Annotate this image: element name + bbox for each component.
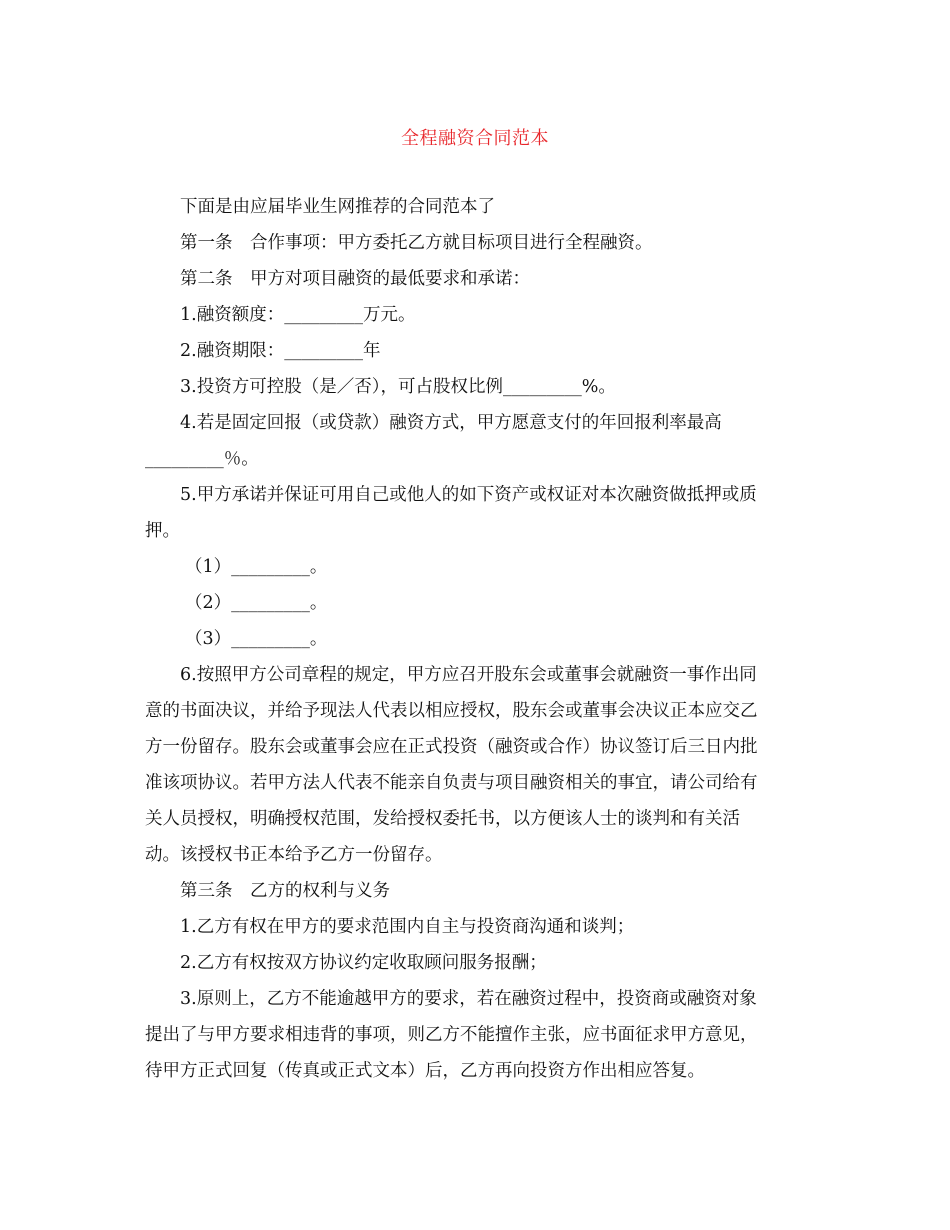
article-2-item-6-line: 意的书面决议，并给予现法人代表以相应授权，股东会或董事会决议正本应交乙: [145, 701, 758, 721]
article-2-item-6-line: 动。该授权书正本给予乙方一份留存。: [145, 845, 443, 865]
article-2-item-6-line: 关人员授权，明确授权范围，发给授权委托书，以方便该人士的谈判和有关活: [145, 809, 740, 829]
article-2-item-5-line-2: 押。: [145, 521, 180, 541]
article-3-item-3-line: 提出了与甲方要求相违背的事项，则乙方不能擅作主张，应书面征求甲方意见，: [145, 1025, 758, 1045]
article-3-item-2: 2.乙方有权按双方协议约定收取顾问服务报酬；: [180, 953, 547, 973]
article-2-item-2: 2.融资期限：_________年: [180, 341, 381, 361]
article-2-item-4-line-2: _________％。: [145, 449, 259, 469]
article-2-heading: 第二条 甲方对项目融资的最低要求和承诺：: [180, 269, 530, 289]
collateral-item-1: （1）_________。: [185, 557, 328, 577]
collateral-item-2: （2）_________。: [185, 593, 328, 613]
article-3-item-3-line: 3.原则上，乙方不能逾越甲方的要求，若在融资过程中，投资商或融资对象: [180, 989, 757, 1009]
article-1: 第一条 合作事项：甲方委托乙方就目标项目进行全程融资。: [180, 233, 653, 253]
intro-paragraph: 下面是由应届毕业生网推荐的合同范本了: [180, 197, 495, 217]
article-2-item-1: 1.融资额度：_________万元。: [180, 305, 416, 325]
article-3-item-3-line: 待甲方正式回复（传真或正式文本）后，乙方再向投资方作出相应答复。: [145, 1061, 705, 1081]
article-2-item-5-line-1: 5.甲方承诺并保证可用自己或他人的如下资产或权证对本次融资做抵押或质: [180, 485, 757, 505]
document-body: [145, 189, 805, 1089]
article-2-item-6-line: 方一份留存。股东会或董事会应在正式投资（融资或合作）协议签订后三日内批: [145, 737, 758, 757]
article-3-heading: 第三条 乙方的权利与义务: [180, 881, 390, 901]
article-2-item-3: 3.投资方可控股（是／否），可占股权比例_________%。: [180, 377, 616, 397]
article-3-item-1: 1.乙方有权在甲方的要求范围内自主与投资商沟通和谈判；: [180, 917, 635, 937]
article-2-item-4-line-1: 4.若是固定回报（或贷款）融资方式，甲方愿意支付的年回报利率最高: [180, 413, 722, 433]
article-2-item-6-line: 准该项协议。若甲方法人代表不能亲自负责与项目融资相关的事宜，请公司给有: [145, 773, 758, 793]
article-2-item-6-line: 6.按照甲方公司章程的规定，甲方应召开股东会或董事会就融资一事作出同: [180, 665, 757, 685]
document-title: 全程融资合同范本: [401, 128, 549, 149]
collateral-item-3: （3）_________。: [185, 629, 328, 649]
